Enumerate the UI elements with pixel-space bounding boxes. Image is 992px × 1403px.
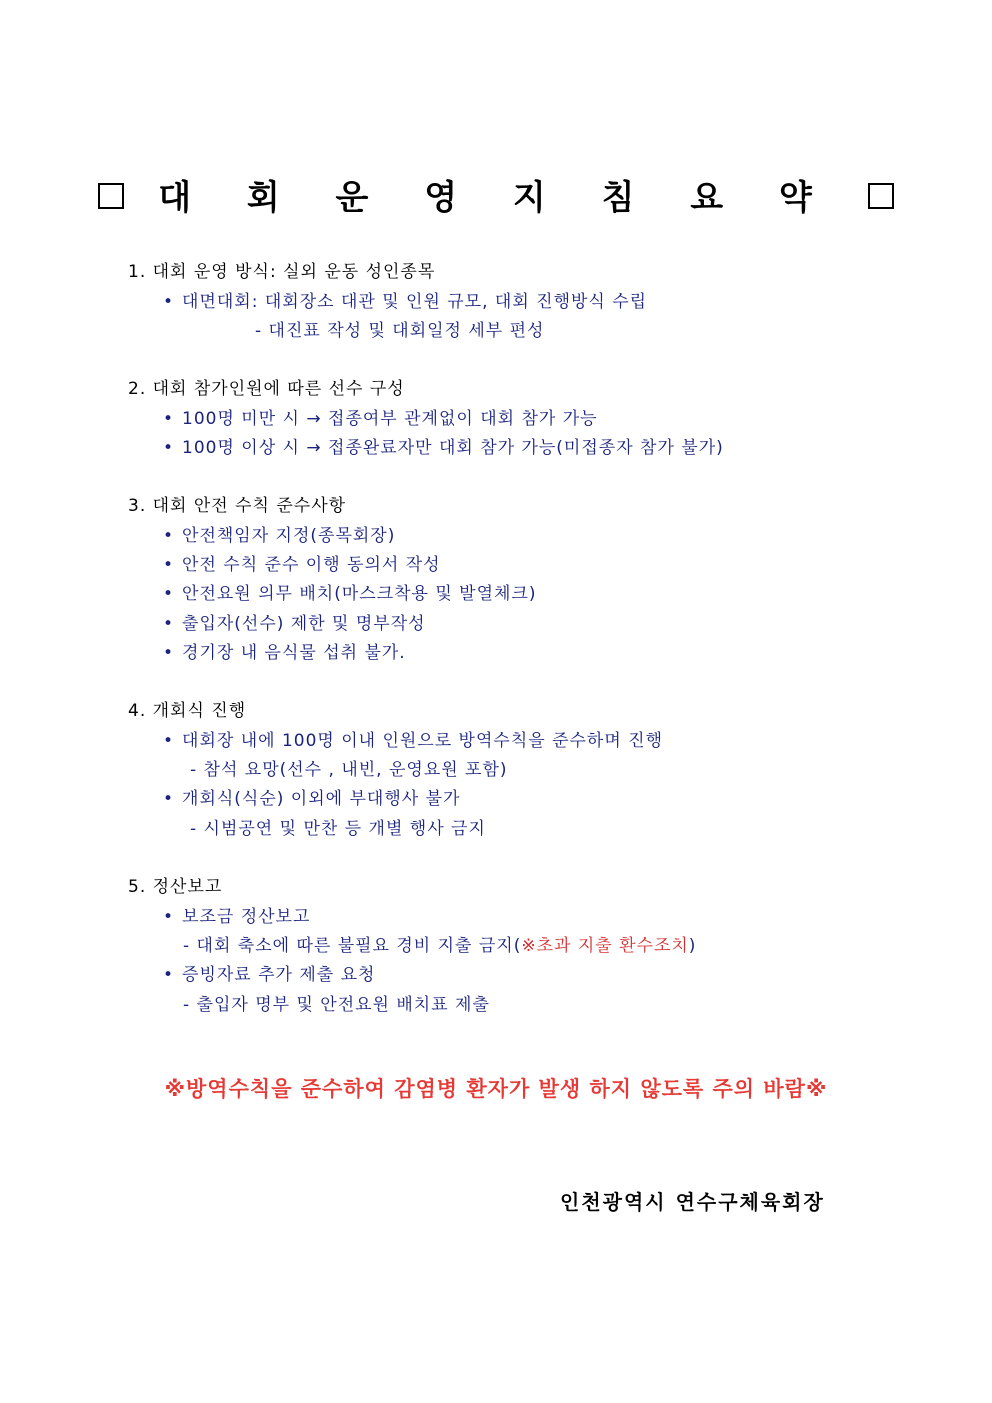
refund-note: ※초과 지출 환수조치 <box>521 936 689 956</box>
bullet-icon: • <box>163 965 175 985</box>
bullet-icon: • <box>163 409 175 429</box>
title-box-left-icon <box>98 183 124 209</box>
bullet-icon: • <box>163 584 175 604</box>
bullet-icon: • <box>163 789 175 809</box>
section-5-bullet-1: • 보조금 정산보고 <box>163 907 311 927</box>
section-3-bullet-3: • 안전요원 의무 배치(마스크착용 및 발열체크) <box>163 584 537 604</box>
title-text: 대 회 운 영 지 침 요 약 <box>158 178 834 218</box>
bullet-icon: • <box>163 614 175 634</box>
section-3-bullet-2: • 안전 수칙 준수 이행 동의서 작성 <box>163 555 441 575</box>
section-3-bullet-5: • 경기장 내 음식물 섭취 불가. <box>163 643 406 663</box>
section-2-heading: 2. 대회 참가인원에 따른 선수 구성 <box>128 379 405 399</box>
section-1-heading: 1. 대회 운영 방식: 실외 운동 성인종목 <box>128 262 436 282</box>
section-2-bullet-1: • 100명 미만 시 → 접종여부 관계없이 대회 참가 가능 <box>163 409 598 429</box>
bullet-icon: • <box>163 643 175 663</box>
bullet-icon: • <box>163 292 175 312</box>
section-4-heading: 4. 개회식 진행 <box>128 701 247 721</box>
signature: 인천광역시 연수구체육회장 <box>560 1190 825 1214</box>
section-1-bullet-1: • 대면대회: 대회장소 대관 및 인원 규모, 대회 진행방식 수립 <box>163 292 648 312</box>
section-1-sub-1: - 대진표 작성 및 대회일정 세부 편성 <box>255 321 545 341</box>
title-box-right-icon <box>868 183 894 209</box>
bullet-icon: • <box>163 438 175 458</box>
section-2-bullet-2: • 100명 이상 시 → 접종완료자만 대회 참가 가능(미접종자 참가 불가) <box>163 438 724 458</box>
section-4-sub-1: - 참석 요망(선수 , 내빈, 운영요원 포함) <box>190 760 508 780</box>
section-3-heading: 3. 대회 안전 수칙 준수사항 <box>128 496 347 516</box>
page-title <box>0 170 992 219</box>
section-3-bullet-1: • 안전책임자 지정(종목회장) <box>163 526 396 546</box>
bullet-icon: • <box>163 907 175 927</box>
section-4-bullet-2: • 개회식(식순) 이외에 부대행사 불가 <box>163 789 461 809</box>
section-3-bullet-4: • 출입자(선수) 제한 및 명부작성 <box>163 614 426 634</box>
bullet-icon: • <box>163 731 175 751</box>
bullet-icon: • <box>163 526 175 546</box>
section-4-bullet-1: • 대회장 내에 100명 이내 인원으로 방역수칙을 준수하며 진행 <box>163 731 664 751</box>
section-4-sub-2: - 시범공연 및 만찬 등 개별 행사 금지 <box>190 819 486 839</box>
section-5-sub-2: - 출입자 명부 및 안전요원 배치표 제출 <box>183 995 490 1015</box>
section-5-heading: 5. 정산보고 <box>128 877 223 897</box>
bullet-icon: • <box>163 555 175 575</box>
quarantine-notice: ※방역수칙을 준수하여 감염병 환자가 발생 하지 않도록 주의 바람※ <box>164 1077 828 1101</box>
section-5-sub-1: - 대회 축소에 따른 불필요 경비 지출 금지(※초과 지출 환수조치) <box>183 936 697 956</box>
section-5-bullet-2: • 증빙자료 추가 제출 요청 <box>163 965 376 985</box>
